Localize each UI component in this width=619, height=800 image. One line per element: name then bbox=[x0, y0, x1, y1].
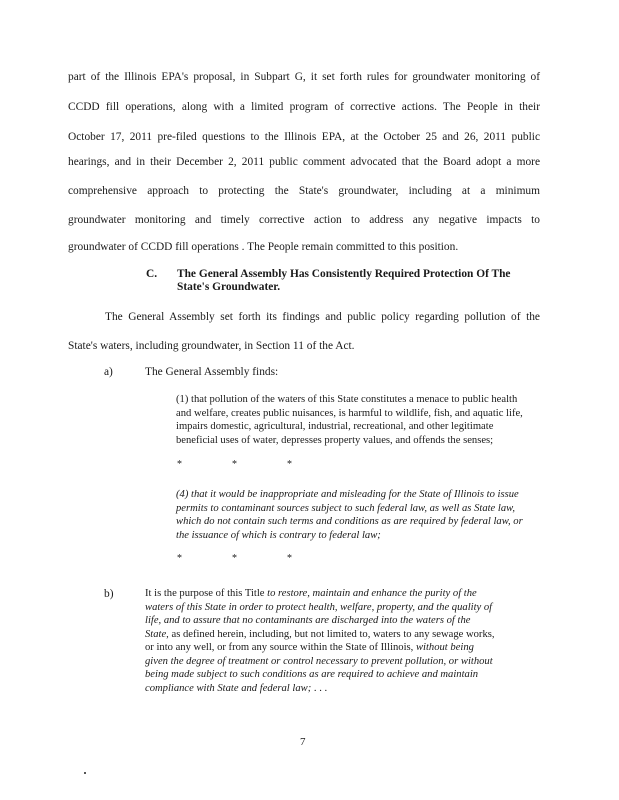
quote-1-line-1: (1) that pollution of the waters of this State constitutes a menace to public health bbox=[176, 394, 518, 405]
item-b-line-3 bbox=[145, 614, 545, 628]
quote-1-line-3: impairs domestic, agricultural, industrial, recreational, and other legitimate bbox=[176, 421, 494, 432]
item-b-line-4-plain: as defined herein, including, but not limited to, waters to any sewage works, bbox=[168, 628, 495, 640]
omission-star: * bbox=[177, 553, 182, 564]
item-b-line-5-plain: or into any well, or from any source within the State of Illinois, bbox=[145, 642, 416, 653]
omission-star: * bbox=[287, 553, 292, 564]
omission-stars-2 bbox=[0, 553, 619, 567]
item-a-text: The General Assembly finds: bbox=[145, 366, 279, 378]
item-b-line-5 bbox=[145, 641, 545, 655]
item-a-label: a) bbox=[104, 366, 113, 378]
paragraph-1-line-2: CCDD fill operations, along with a limited program of corrective actions. The People in their bbox=[68, 101, 540, 113]
item-b-line-4 bbox=[145, 628, 545, 642]
paragraph-1-line-1: part of the Illinois EPA's proposal, in Subpart G, it set forth rules for groundwater monitoring of bbox=[68, 71, 540, 83]
quote-1-line-4: beneficial uses of water, depresses property values, and offends the senses; bbox=[176, 434, 494, 446]
quote-2-line-2: permits to contaminant sources subject to such federal law, as well as State law, bbox=[176, 502, 516, 514]
item-b-line-7-italic: being made subject to such conditions as are required to achieve and maintain bbox=[145, 669, 479, 680]
paragraph-1-line-6: groundwater monitoring and timely corrective action to address any negative impacts to bbox=[68, 214, 540, 226]
item-b-line-1-italic: to restore, maintain and enhance the purity of the bbox=[267, 588, 477, 599]
quote-2-line-4: the issuance of which is contrary to federal law; bbox=[176, 529, 381, 541]
paragraph-1-line-4: hearings, and in their December 2, 2011 public comment advocated that the Board adopt a more bbox=[68, 156, 540, 168]
quote-finding-1 bbox=[176, 393, 546, 447]
item-b-line-3-italic: life, and to assure that no contaminants are discharged into the waters of the bbox=[145, 615, 471, 626]
quote-1-line-2: and welfare, creates public nuisances, is harmful to wildlife, fish, and aquatic life, bbox=[176, 407, 523, 419]
scan-mark bbox=[84, 772, 86, 774]
quote-2-line-3: which do not contain such terms and conditions as are required by federal law, or bbox=[176, 516, 523, 527]
item-b-line-6-italic: given the degree of treatment or control necessary to prevent pollution, or without bbox=[145, 655, 493, 667]
quote-2-line-1: (4) that it would be inappropriate and misleading for the State of Illinois to issue bbox=[176, 489, 519, 500]
section-title-line-2: State's Groundwater. bbox=[177, 281, 281, 293]
paragraph-1-line-7: groundwater of CCDD fill operations . The People remain committed to this position. bbox=[68, 241, 459, 253]
page-number: 7 bbox=[300, 736, 306, 748]
omission-stars-1 bbox=[0, 459, 619, 473]
quote-finding-4 bbox=[176, 488, 546, 542]
omission-star: * bbox=[232, 459, 237, 470]
item-b-line-1 bbox=[145, 587, 545, 601]
paragraph-1-line-3: October 17, 2011 pre-filed questions to the Illinois EPA, at the October 25 and 26, 2011 public bbox=[68, 131, 540, 143]
section-title-line-1: The General Assembly Has Consistently Required Protection Of The bbox=[177, 268, 511, 280]
omission-star: * bbox=[287, 459, 292, 470]
item-b-line-8 bbox=[145, 682, 545, 696]
item-b-line-2 bbox=[145, 601, 545, 615]
paragraph-2-line-1: The General Assembly set forth its findings and public policy regarding pollution of the bbox=[105, 311, 540, 323]
item-b-line-1-plain: It is the purpose of this Title bbox=[145, 588, 268, 599]
item-b-line-7 bbox=[145, 668, 545, 682]
paragraph-1-line-5: comprehensive approach to protecting the State's groundwater, including at a minimum bbox=[68, 185, 540, 197]
item-b-label: b) bbox=[104, 588, 114, 600]
omission-star: * bbox=[232, 553, 237, 564]
item-b-line-8-italic: compliance with State and federal law; bbox=[145, 682, 312, 694]
paragraph-2-line-2: State's waters, including groundwater, in Section 11 of the Act. bbox=[68, 340, 355, 352]
item-b-line-4-italic: State, bbox=[145, 628, 169, 640]
section-letter: C. bbox=[146, 268, 158, 280]
omission-star: * bbox=[177, 459, 182, 470]
item-b-line-6 bbox=[145, 655, 545, 669]
item-b-text bbox=[145, 587, 545, 695]
item-b-line-5-italic: without being bbox=[415, 642, 474, 653]
item-b-line-8-plain: . . . bbox=[311, 682, 328, 694]
item-b-line-2-italic: waters of this State in order to protect health, welfare, property, and the quality of bbox=[145, 601, 493, 613]
